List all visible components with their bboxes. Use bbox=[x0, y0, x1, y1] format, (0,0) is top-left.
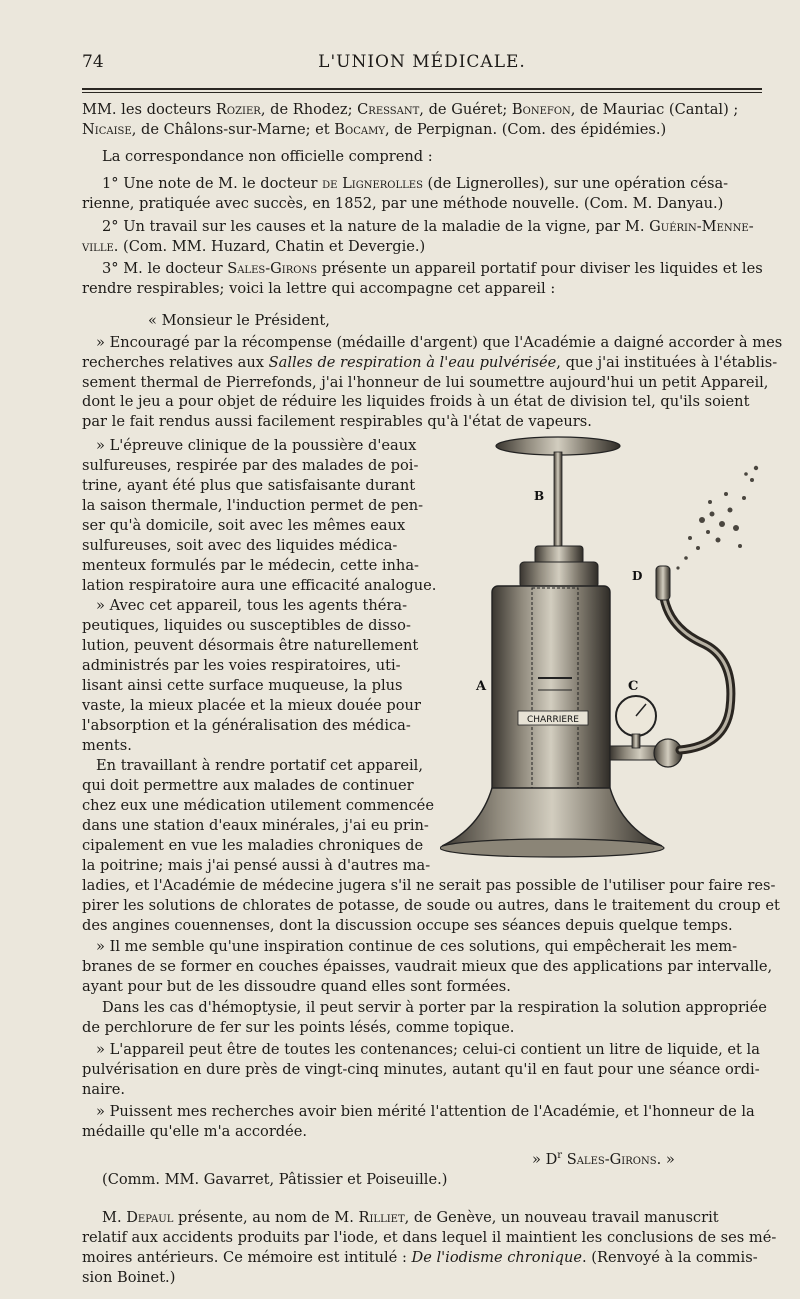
text-segment: lution, peuvent désormais être naturellement bbox=[82, 637, 419, 654]
text-segment: sement thermal de Pierrefonds, j'ai l'honneur de lui soumettre aujourd'hui un petit Appareil, bbox=[82, 374, 769, 391]
apparatus-illustration bbox=[440, 428, 770, 866]
page-number: 74 bbox=[82, 52, 104, 72]
text-segment: des angines couennenses, dont la discussion occupe ses séances depuis quelque temps. bbox=[82, 917, 733, 934]
label-c: C bbox=[628, 679, 639, 694]
text-line bbox=[96, 937, 737, 957]
text-segment: lation respiratoire aura une efficacité analogue. bbox=[82, 577, 437, 594]
text-line bbox=[82, 616, 411, 636]
text-line bbox=[82, 696, 421, 716]
text-segment: La correspondance non officielle comprend : bbox=[102, 148, 433, 165]
text-line bbox=[82, 576, 436, 596]
text-line bbox=[102, 217, 754, 237]
text-line bbox=[82, 100, 738, 120]
text-segment: » Puissent mes recherches avoir bien mérité l'attention de l'Académie, et l'honneur de la bbox=[96, 1103, 755, 1120]
text-segment: par le fait rendus aussi facilement respirables qu'à l'état de vapeurs. bbox=[82, 413, 592, 430]
text-segment: Bocamy bbox=[334, 121, 385, 138]
text-segment: , de Châlons-sur-Marne; et bbox=[131, 121, 335, 138]
text-line bbox=[82, 456, 418, 476]
text-segment: ladies, et l'Académie de médecine jugera s'il ne serait pas possible de l'utiliser pour faire res- bbox=[82, 877, 776, 894]
text-line bbox=[82, 676, 403, 696]
text-segment: dans une station d'eaux minérales, j'ai eu prin- bbox=[82, 817, 429, 834]
text-segment: de perchlorure de fer sur les points lésés, comme topique. bbox=[82, 1019, 515, 1036]
text-segment: Salles de respiration à l'eau pulvérisée bbox=[268, 354, 557, 371]
text-segment: En travaillant à rendre portatif cet appareil, bbox=[96, 757, 423, 774]
text-line bbox=[102, 174, 728, 194]
label-b: B bbox=[534, 489, 545, 503]
text-segment: pulvérisation en dure près de vingt-cinq minutes, autant qu'il en faut pour une séance ordi- bbox=[82, 1061, 760, 1078]
text-segment: Rilliet bbox=[358, 1209, 405, 1226]
maker-name: CHARRIERE bbox=[527, 715, 579, 725]
text-segment: rienne, pratiquée avec succès, en 1852, par une méthode nouvelle. (Com. M. Danyau.) bbox=[82, 195, 724, 212]
text-line bbox=[532, 1146, 675, 1169]
text-segment: chez eux une médication utilement commencée bbox=[82, 797, 434, 814]
text-line bbox=[148, 311, 330, 331]
text-line bbox=[82, 636, 418, 656]
text-segment: . (Renvoyé à la commis- bbox=[582, 1249, 758, 1266]
text-segment: rendre respirables; voici la lettre qui accompagne cet appareil : bbox=[82, 280, 556, 297]
text-line bbox=[82, 194, 723, 214]
header-rule bbox=[82, 88, 762, 90]
text-segment: ser qu'à domicile, soit avec les mêmes eaux bbox=[82, 517, 406, 534]
text-segment: cipalement en vue les maladies chroniques de bbox=[82, 837, 424, 854]
text-line bbox=[96, 756, 423, 776]
text-line bbox=[82, 1080, 125, 1100]
text-line bbox=[102, 147, 433, 167]
text-line bbox=[82, 977, 511, 997]
text-segment: r bbox=[557, 1150, 563, 1161]
journal-title: L'UNION MÉDICALE. bbox=[318, 52, 526, 72]
text-line bbox=[82, 656, 401, 676]
text-line bbox=[82, 856, 430, 876]
text-segment: dont le jeu a pour objet de réduire les liquides froids à un état de division tel, qu'ils soient bbox=[82, 393, 750, 410]
base-rim bbox=[440, 839, 664, 857]
text-segment: , de Mauriac (Cantal) ; bbox=[570, 101, 739, 118]
text-segment: vaste, la mieux placée et la mieux douée pour bbox=[82, 697, 421, 714]
text-segment: (de Lignerolles), sur une opération césa- bbox=[422, 175, 729, 192]
text-segment: » Il me semble qu'une inspiration continue de ces solutions, qui empêcherait les mem- bbox=[96, 938, 738, 955]
text-line bbox=[82, 896, 780, 916]
text-line bbox=[82, 876, 775, 896]
text-line bbox=[96, 1040, 760, 1060]
text-segment: Sales-Girons bbox=[566, 1150, 657, 1168]
text-segment: de Lignerolles bbox=[322, 175, 423, 192]
text-segment: lisant ainsi cette surface muqueuse, la plus bbox=[82, 677, 403, 694]
text-line bbox=[96, 333, 782, 353]
text-segment: médaille qu'elle m'a accordée. bbox=[82, 1123, 308, 1140]
text-segment: présente un appareil portatif pour diviser les liquides et les bbox=[317, 260, 763, 277]
text-segment: . » bbox=[656, 1150, 675, 1168]
text-line bbox=[82, 916, 733, 936]
text-segment: sion Boinet.) bbox=[82, 1269, 176, 1286]
text-segment: » Avec cet appareil, tous les agents théra- bbox=[96, 597, 408, 614]
text-segment: sulfureuses, respirée par des malades de poi- bbox=[82, 457, 419, 474]
text-segment: qui doit permettre aux malades de continuer bbox=[82, 777, 414, 794]
cylinder-cap bbox=[535, 546, 583, 564]
text-segment: » Encouragé par la récompense (médaille d'argent) que l'Académie a daigné accorder à mes bbox=[96, 334, 783, 351]
text-segment: 2° Un travail sur les causes et la nature de la maladie de la vigne, par M. bbox=[102, 218, 650, 235]
text-segment: , de Genève, un nouveau travail manuscrit bbox=[404, 1209, 719, 1226]
text-segment: , que j'ai instituées à l'établis- bbox=[556, 354, 778, 371]
text-line bbox=[82, 1248, 758, 1268]
text-line bbox=[82, 1122, 307, 1142]
flared-base bbox=[442, 788, 662, 846]
nozzle bbox=[656, 566, 670, 600]
text-segment: Nicaise bbox=[82, 121, 132, 138]
text-line bbox=[82, 120, 666, 140]
text-segment: Guérin-Menne- bbox=[649, 218, 754, 235]
text-line bbox=[82, 392, 749, 412]
text-segment: MM. les docteurs bbox=[82, 101, 216, 118]
text-segment: , de Rhodez; bbox=[260, 101, 358, 118]
header-rule-thin bbox=[82, 92, 762, 93]
text-segment: Dans les cas d'hémoptysie, il peut servir à porter par la respiration la solution appropriée bbox=[102, 999, 767, 1016]
text-line bbox=[82, 736, 132, 756]
text-segment: » L'appareil peut être de toutes les contenances; celui-ci contient un litre de liquide, et la bbox=[96, 1041, 760, 1058]
text-line bbox=[82, 536, 397, 556]
text-line bbox=[96, 436, 416, 456]
text-line bbox=[102, 259, 763, 279]
text-segment: ville bbox=[82, 238, 114, 255]
text-line bbox=[82, 1018, 514, 1038]
text-segment: » D bbox=[532, 1150, 558, 1168]
text-segment: Rozier bbox=[215, 101, 261, 118]
text-segment: sulfureuses, soit avec des liquides médica- bbox=[82, 537, 398, 554]
text-line bbox=[82, 1060, 760, 1080]
text-segment: trine, ayant été plus que satisfaisante durant bbox=[82, 477, 416, 494]
text-segment: branes de se former en couches épaisses, vaudrait mieux que des applications par intervalle, bbox=[82, 958, 773, 975]
text-line bbox=[82, 816, 429, 836]
text-line bbox=[82, 796, 434, 816]
text-line bbox=[82, 836, 423, 856]
text-segment: présente, au nom de M. bbox=[173, 1209, 359, 1226]
text-segment: ayant pour but de les dissoudre quand elles sont formées. bbox=[82, 978, 511, 995]
text-segment: » L'épreuve clinique de la poussière d'eaux bbox=[96, 437, 417, 454]
text-line bbox=[82, 716, 411, 736]
spray-cloud bbox=[676, 466, 758, 570]
text-segment: 3° M. le docteur bbox=[102, 260, 228, 277]
page-header bbox=[82, 52, 762, 78]
text-line bbox=[82, 353, 777, 373]
text-segment: pirer les solutions de chlorates de potasse, de soude ou autres, dans le traitement du croup et bbox=[82, 897, 780, 914]
text-segment: moires antérieurs. Ce mémoire est intitulé : bbox=[82, 1249, 412, 1266]
text-segment: 1° Une note de M. le docteur bbox=[102, 175, 323, 192]
text-line bbox=[82, 1228, 776, 1248]
text-segment: M. bbox=[102, 1209, 127, 1226]
label-d: D bbox=[632, 569, 643, 583]
text-segment: , de Guéret; bbox=[419, 101, 512, 118]
text-line bbox=[82, 476, 415, 496]
plunger-rod bbox=[554, 452, 562, 554]
text-segment: la saison thermale, l'induction permet de pen- bbox=[82, 497, 424, 514]
text-segment: relatif aux accidents produits par l'iode, et dans lequel il maintient les conclusions de ses mé- bbox=[82, 1229, 777, 1246]
text-line bbox=[82, 237, 425, 257]
text-line bbox=[82, 556, 419, 576]
text-segment: administrés par les voies respiratoires, uti- bbox=[82, 657, 401, 674]
text-line bbox=[96, 596, 407, 616]
text-segment: . (Com. MM. Huzard, Chatin et Devergie.) bbox=[113, 238, 426, 255]
text-line bbox=[82, 279, 555, 299]
text-line bbox=[102, 1208, 719, 1228]
text-segment: (Comm. MM. Gavarret, Pâtissier et Poiseuille.) bbox=[102, 1171, 448, 1188]
text-line bbox=[82, 516, 405, 536]
text-segment: recherches relatives aux bbox=[82, 354, 269, 371]
text-segment: De l'iodisme chronique bbox=[411, 1249, 583, 1266]
text-line bbox=[102, 998, 767, 1018]
text-line bbox=[82, 776, 414, 796]
text-segment: naire. bbox=[82, 1081, 126, 1098]
text-segment: Bonefon bbox=[511, 101, 571, 118]
label-a: A bbox=[476, 679, 487, 694]
text-segment: menteux formulés par le médecin, cette inha- bbox=[82, 557, 419, 574]
text-segment: la poitrine; mais j'ai pensé aussi à d'autres ma- bbox=[82, 857, 431, 874]
text-segment: Sales-Girons bbox=[227, 260, 318, 277]
text-segment: l'absorption et la généralisation des médica- bbox=[82, 717, 411, 734]
text-line bbox=[96, 1102, 755, 1122]
text-segment: ments. bbox=[82, 737, 132, 754]
text-segment: , de Perpignan. (Com. des épidémies.) bbox=[384, 121, 667, 138]
text-segment: « Monsieur le Président, bbox=[148, 312, 330, 329]
text-segment: Depaul bbox=[126, 1209, 174, 1226]
text-line bbox=[82, 373, 768, 393]
text-line bbox=[102, 1170, 447, 1190]
text-line bbox=[82, 1268, 175, 1288]
text-line bbox=[82, 957, 772, 977]
text-segment: Cressant bbox=[357, 101, 420, 118]
text-segment: peutiques, liquides ou susceptibles de disso- bbox=[82, 617, 411, 634]
cylinder-neck bbox=[520, 562, 598, 588]
text-line bbox=[82, 496, 423, 516]
main-cylinder bbox=[492, 586, 610, 796]
